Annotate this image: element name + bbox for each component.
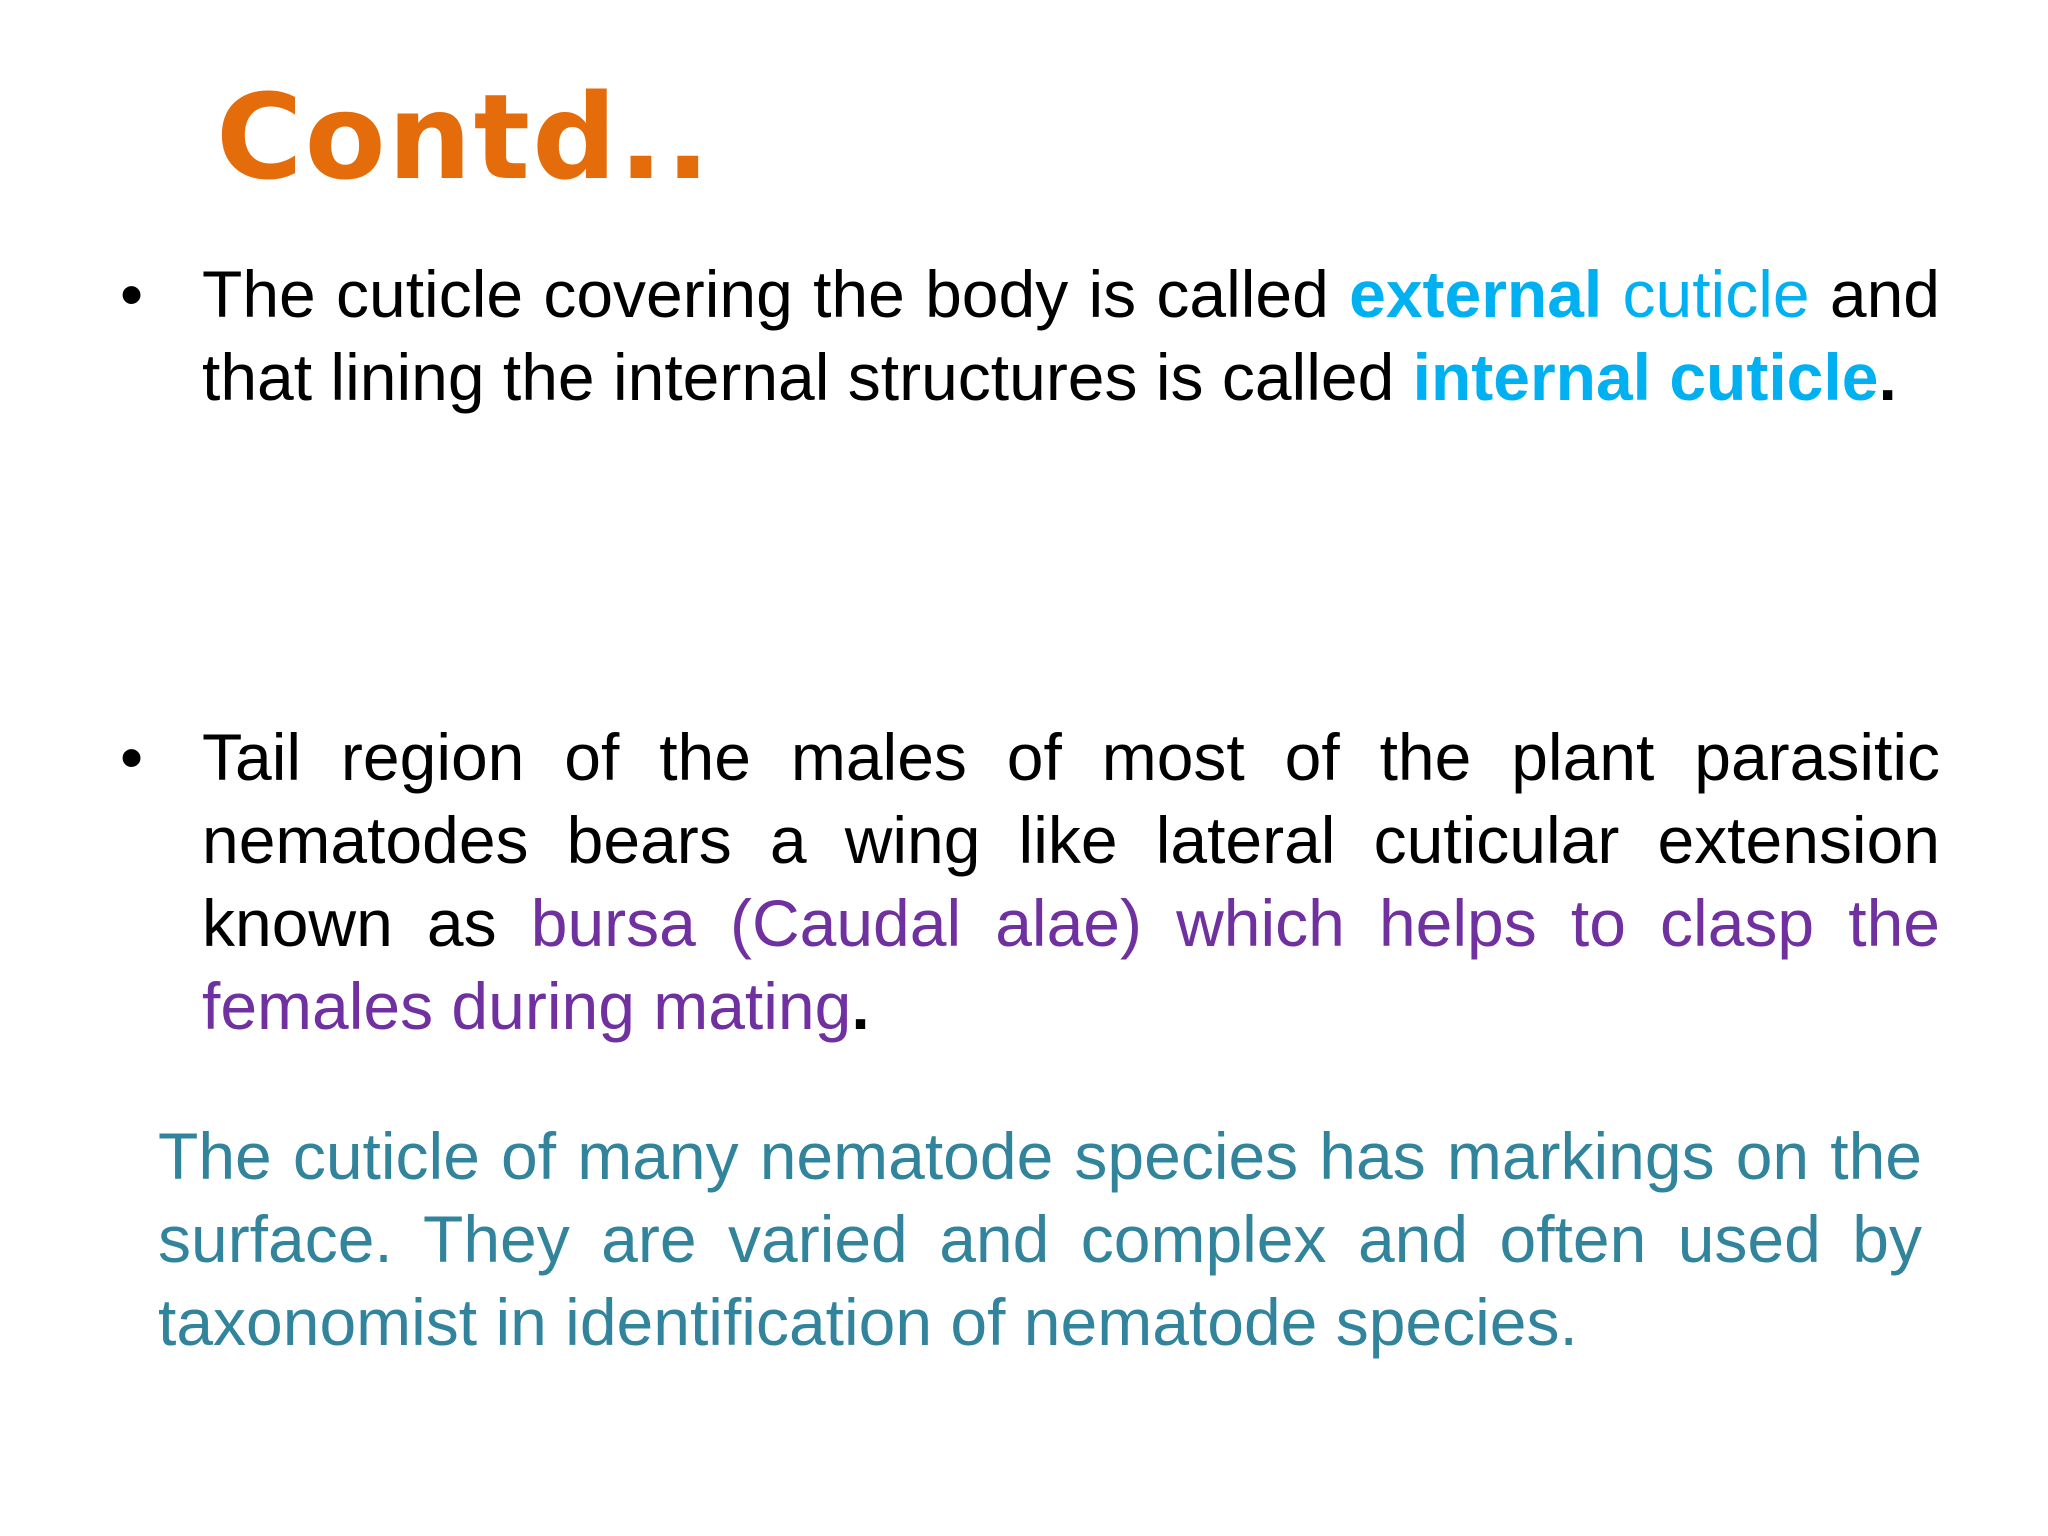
bullet-period: .	[1878, 340, 1897, 414]
bullet-text	[202, 716, 1940, 1048]
term-internal-cuticle: internal cuticle	[1412, 340, 1879, 414]
bullet-period: .	[851, 969, 870, 1043]
bullet-item-external-cuticle	[120, 253, 1940, 419]
bullet-text-segment: Tail region of the males of most of the plant parasitic nematodes bears a wing like lateral cuticular extension known as	[202, 720, 1940, 960]
term-external: external	[1349, 257, 1603, 331]
bullet-text-segment: and that lining the internal structures is called	[202, 257, 1940, 414]
note-paragraph: The cuticle of many nematode species has markings on the surface. They are varied and complex and often used by taxonomist in identification of nematode species.	[158, 1119, 1922, 1359]
term-bursa: bursa (Caudal alae) which helps to clasp the females during mating	[202, 886, 1940, 1043]
term-cuticle: cuticle	[1602, 257, 1810, 331]
bullet-text-segment: The cuticle covering the body is called	[202, 257, 1350, 331]
bullet-item-bursa	[120, 716, 1940, 1048]
bullet-text	[202, 253, 1940, 419]
slide-title: Contd..	[216, 68, 713, 206]
bullet-marker: •	[120, 720, 144, 794]
bullet-marker: •	[120, 257, 144, 331]
